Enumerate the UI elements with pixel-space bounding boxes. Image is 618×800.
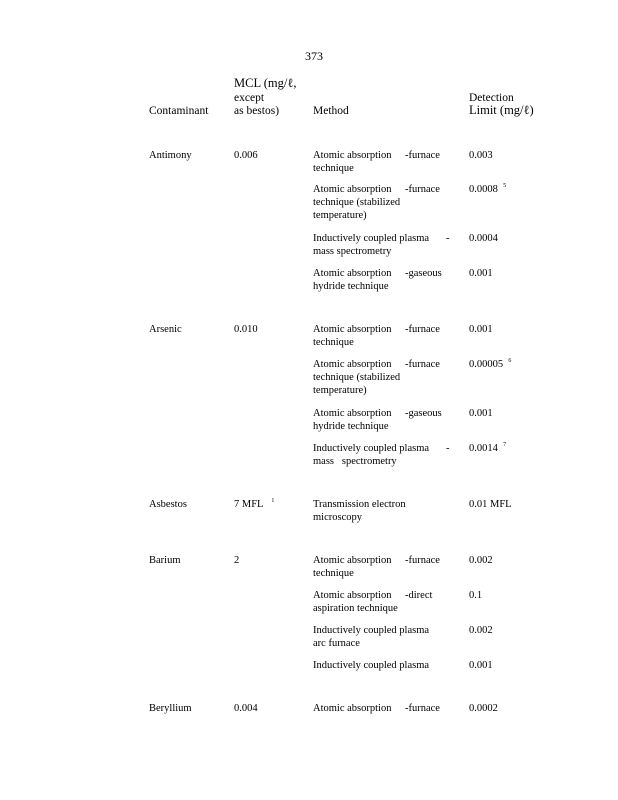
method-cell [313, 624, 463, 650]
method-line: technique (stabilized [313, 372, 401, 383]
method-suffix: - [446, 233, 450, 244]
detection-limit-cell: 0.0002 [469, 703, 498, 714]
method-line: arc furnace [313, 638, 360, 649]
mcl-value: 7 MFL [234, 499, 264, 510]
contaminant-cell: Barium [149, 555, 181, 566]
method-line: temperature) [313, 210, 367, 221]
detection-limit-value: 0.0008 [469, 184, 498, 195]
method-line: Transmission electron [313, 499, 406, 510]
detection-limit-cell: 0.001 [469, 408, 493, 419]
mcl-cell: 2 [234, 555, 240, 566]
mcl-cell: 0.010 [234, 324, 258, 335]
detection-limit-cell: 0.001 [469, 324, 493, 335]
detection-limit-cell: 0.002 [469, 625, 493, 636]
header-mcl-line2: except [234, 92, 265, 104]
mcl-cell: 0.006 [234, 150, 258, 161]
method-line: temperature) [313, 385, 367, 396]
method-cell [313, 442, 463, 468]
method-cell [313, 554, 463, 580]
method-cell [313, 323, 463, 349]
method-line: hydride technique [313, 421, 389, 432]
method-line: Atomic absorption [313, 150, 392, 161]
method-suffix: -furnace [405, 324, 440, 335]
method-suffix: -furnace [405, 359, 440, 370]
method-cell [313, 589, 463, 615]
header-detection-line2: Limit (mg/ℓ) [469, 103, 534, 117]
footnote-marker: 1 [271, 498, 275, 504]
contaminant-cell: Beryllium [149, 703, 192, 714]
method-line: technique [313, 568, 354, 579]
detection-limit-cell: 0.003 [469, 150, 493, 161]
footnote-marker: 6 [508, 358, 512, 364]
method-line: Atomic absorption [313, 590, 392, 601]
header-contaminant: Contaminant [149, 105, 209, 117]
method-line: Atomic absorption [313, 703, 392, 714]
method-cell [313, 702, 463, 715]
method-line: Inductively coupled plasma [313, 625, 430, 636]
method-line: Inductively coupled plasma [313, 233, 430, 244]
detection-limit-cell [469, 358, 511, 373]
detection-limit-cell: 0.01 MFL [469, 499, 512, 510]
method-cell [313, 232, 463, 258]
method-line: Atomic absorption [313, 555, 392, 566]
detection-limit-cell: 0.001 [469, 660, 493, 671]
method-cell [313, 498, 463, 524]
detection-limit-cell: 0.1 [469, 590, 483, 601]
page-number: 373 [305, 49, 323, 63]
method-suffix: -gaseous [405, 408, 442, 419]
method-line: Atomic absorption [313, 268, 392, 279]
method-line: Inductively coupled plasma [313, 443, 430, 454]
detection-limit-cell [469, 183, 506, 198]
method-suffix: -furnace [405, 703, 440, 714]
detection-limit-value: 0.00005 [469, 359, 504, 370]
method-line: aspiration technique [313, 603, 398, 614]
header-mcl-line1: MCL (mg/ℓ, [234, 76, 297, 90]
method-line: technique [313, 337, 354, 348]
method-line: mass spectrometry [313, 246, 392, 257]
method-suffix: - [446, 443, 450, 454]
method-suffix: -furnace [405, 150, 440, 161]
footnote-marker: 5 [503, 183, 507, 189]
method-cell [313, 149, 463, 175]
method-line: mass spectrometry [313, 456, 397, 467]
detection-limit-cell [469, 442, 506, 457]
method-line: technique (stabilized [313, 197, 401, 208]
method-line: microscopy [313, 512, 362, 523]
method-cell [313, 267, 463, 293]
method-line: technique [313, 163, 354, 174]
method-suffix: -direct [405, 590, 433, 601]
contaminant-cell: Arsenic [149, 324, 182, 335]
method-cell [313, 659, 463, 672]
contaminant-cell: Antimony [149, 150, 192, 161]
method-line: Atomic absorption [313, 184, 392, 195]
footnote-marker: 7 [503, 442, 507, 448]
method-suffix: -gaseous [405, 268, 442, 279]
method-cell [313, 358, 463, 397]
contaminant-cell: Asbestos [149, 499, 187, 510]
header-detection-line1: Detection [469, 92, 514, 104]
mcl-cell [234, 498, 274, 513]
method-line: Atomic absorption [313, 359, 392, 370]
header-mcl-line3: as bestos) [234, 105, 280, 117]
method-cell [313, 407, 463, 433]
method-line: Atomic absorption [313, 324, 392, 335]
method-suffix: -furnace [405, 555, 440, 566]
method-cell [313, 183, 463, 222]
detection-limit-cell: 0.0004 [469, 233, 498, 244]
header-method: Method [313, 105, 349, 117]
detection-limit-cell: 0.002 [469, 555, 493, 566]
mcl-cell: 0.004 [234, 703, 258, 714]
method-line: Atomic absorption [313, 408, 392, 419]
detection-limit-cell: 0.001 [469, 268, 493, 279]
method-line: Inductively coupled plasma [313, 660, 430, 671]
method-suffix: -furnace [405, 184, 440, 195]
detection-limit-value: 0.0014 [469, 443, 498, 454]
method-line: hydride technique [313, 281, 389, 292]
